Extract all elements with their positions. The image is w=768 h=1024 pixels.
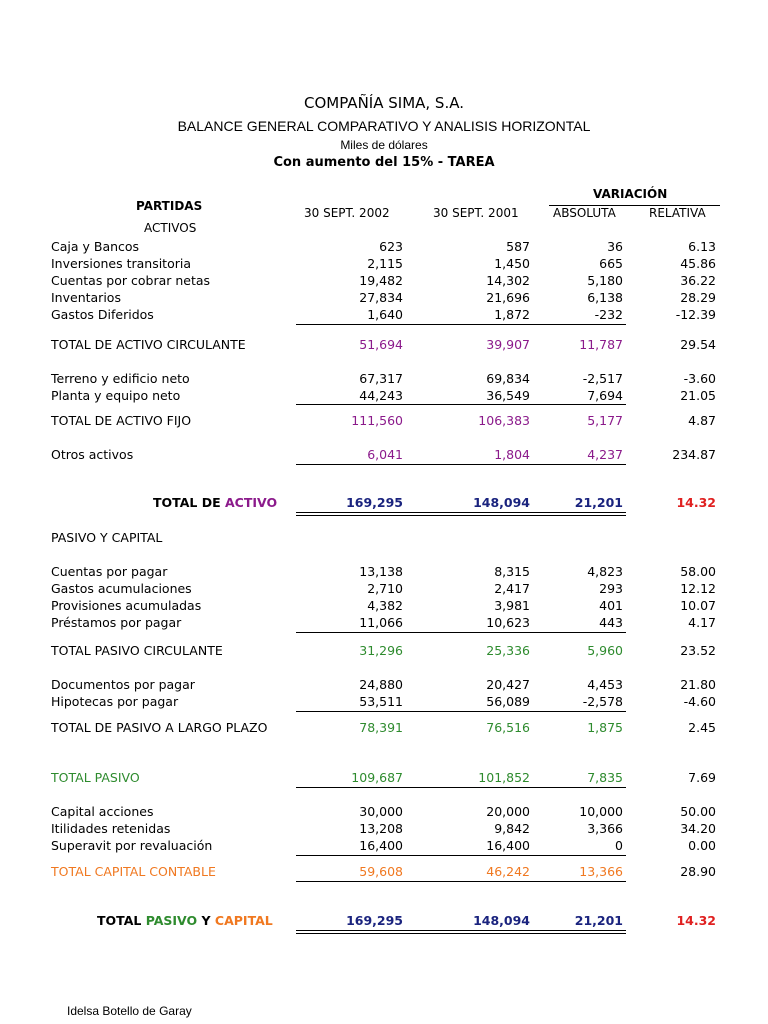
value-2001: 20,000 [486,804,530,819]
value-2001: 1,450 [494,256,530,271]
row-label: TOTAL DE ACTIVO CIRCULANTE [51,337,246,352]
row-label: Inversiones transitoria [51,256,191,271]
subtotal-rule [296,711,626,712]
value-2002: 16,400 [359,838,403,853]
value-2001: 148,094 [473,495,530,510]
company-name: COMPAÑÍA SIMA, S.A. [304,94,464,112]
value-absoluta: 7,835 [587,770,623,785]
table-row [0,580,768,597]
row-label: Otros activos [51,447,134,462]
value-relativa: 4.17 [688,615,716,630]
table-row [0,693,768,710]
value-relativa: 36.22 [680,273,716,288]
value-2001: 16,400 [486,838,530,853]
row-label: Cuentas por pagar [51,564,168,579]
value-2001: 587 [506,239,530,254]
value-2001: 69,834 [486,371,530,386]
grand-total-rule [296,512,626,516]
value-absoluta: 36 [607,239,623,254]
grand-total-rule [296,930,626,934]
value-2001: 14,302 [486,273,530,288]
value-relativa: -3.60 [683,371,716,386]
table-row-total [0,336,768,353]
col-relativa: RELATIVA [649,206,706,220]
table-row-total [0,863,768,880]
value-absoluta: 4,453 [587,677,623,692]
table-row-total [0,769,768,786]
value-relativa: 34.20 [680,821,716,836]
value-2001: 2,417 [494,581,530,596]
value-relativa: 28.90 [680,864,716,879]
row-label: Cuentas por cobrar netas [51,273,211,288]
value-absoluta: 3,366 [587,821,623,836]
row-label-highlight: ACTIVO [224,495,278,510]
row-label: TOTAL PASIVO CIRCULANTE [51,643,223,658]
row-label [153,494,277,511]
value-relativa: -4.60 [683,694,716,709]
subtotal-rule [296,632,626,633]
value-2001: 1,804 [494,447,530,462]
value-2002: 13,208 [359,821,403,836]
row-label: Terreno y edificio neto [51,371,190,386]
table-row [0,255,768,272]
row-label: TOTAL DE PASIVO A LARGO PLAZO [51,720,268,735]
value-2002: 31,296 [359,643,403,658]
value-relativa: 23.52 [680,643,716,658]
value-2002: 109,687 [351,770,403,785]
value-2002: 111,560 [351,413,403,428]
row-label: TOTAL CAPITAL CONTABLE [51,864,216,879]
value-2001: 106,383 [478,413,530,428]
value-2002: 6,041 [367,447,403,462]
value-2002: 169,295 [346,495,403,510]
table-row [0,272,768,289]
value-2002: 30,000 [359,804,403,819]
row-label: Hipotecas por pagar [51,694,179,709]
value-absoluta: 4,823 [587,564,623,579]
value-relativa: 7.69 [688,770,716,785]
value-2001: 9,842 [494,821,530,836]
value-absoluta: -2,578 [582,694,623,709]
value-relativa: 4.87 [688,413,716,428]
value-2001: 148,094 [473,913,530,928]
value-2001: 101,852 [478,770,530,785]
value-2001: 20,427 [486,677,530,692]
row-label: TOTAL PASIVO [51,770,140,785]
value-2002: 51,694 [359,337,403,352]
value-relativa: 45.86 [680,256,716,271]
value-relativa: 234.87 [672,447,716,462]
value-absoluta: 1,875 [587,720,623,735]
value-relativa: 12.12 [680,581,716,596]
value-absoluta: 0 [615,838,623,853]
subtotal-rule [296,464,626,465]
value-2002: 13,138 [359,564,403,579]
report-note: Con aumento del 15% - TAREA [273,155,495,170]
value-2001: 76,516 [486,720,530,735]
value-2002: 4,382 [367,598,403,613]
row-label: Superavit por revaluación [51,838,213,853]
table-row [0,837,768,854]
table-row-total [0,412,768,429]
value-2002: 67,317 [359,371,403,386]
table-row [0,614,768,631]
table-row [0,289,768,306]
value-absoluta: 7,694 [587,388,623,403]
value-2001: 8,315 [494,564,530,579]
value-2002: 27,834 [359,290,403,305]
value-2001: 10,623 [486,615,530,630]
col-absoluta: ABSOLUTA [553,206,616,220]
row-label: PASIVO Y CAPITAL [51,530,163,545]
subtotal-rule [296,855,626,856]
row-label-highlight: PASIVO [145,913,198,928]
author-signature: Idelsa Botello de Garay [67,1004,192,1018]
table-row-grand-total [0,912,768,929]
table-row [0,387,768,404]
table-row [0,803,768,820]
value-2002: 44,243 [359,388,403,403]
value-2001: 39,907 [486,337,530,352]
value-absoluta: 5,960 [587,643,623,658]
table-row [0,370,768,387]
value-absoluta: 21,201 [574,495,623,510]
table-row [0,563,768,580]
value-2002: 1,640 [367,307,403,322]
row-label: Documentos por pagar [51,677,195,692]
value-relativa: 28.29 [680,290,716,305]
table-row [0,306,768,323]
table-row [0,820,768,837]
table-row [0,676,768,693]
value-relativa: 0.00 [688,838,716,853]
value-absoluta: 5,180 [587,273,623,288]
value-2002: 24,880 [359,677,403,692]
row-label: Inventarios [51,290,121,305]
value-2002: 53,511 [359,694,403,709]
value-relativa: 50.00 [680,804,716,819]
table-row [0,446,768,463]
col-partidas: PARTIDAS [136,199,203,213]
value-2001: 56,089 [486,694,530,709]
value-absoluta: 5,177 [587,413,623,428]
value-relativa: 21.80 [680,677,716,692]
value-relativa: 14.32 [676,913,716,928]
value-2002: 2,115 [367,256,403,271]
value-2002: 59,608 [359,864,403,879]
subtotal-rule [296,787,626,788]
value-relativa: 6.13 [688,239,716,254]
value-relativa: 10.07 [680,598,716,613]
value-absoluta: 443 [599,615,623,630]
value-2002: 623 [379,239,403,254]
value-2001: 36,549 [486,388,530,403]
value-2002: 2,710 [367,581,403,596]
value-absoluta: 21,201 [574,913,623,928]
table-row-total [0,642,768,659]
subtotal-rule [296,881,626,882]
value-relativa: -12.39 [675,307,716,322]
value-absoluta: 10,000 [579,804,623,819]
value-2001: 46,242 [486,864,530,879]
value-absoluta: -232 [594,307,623,322]
col-variacion: VARIACIÓN [593,187,668,201]
section-activos: ACTIVOS [144,221,197,235]
table-row-total [0,719,768,736]
table-row [0,597,768,614]
row-label: Provisiones acumuladas [51,598,202,613]
value-absoluta: 401 [599,598,623,613]
value-absoluta: 293 [599,581,623,596]
value-2002: 169,295 [346,913,403,928]
row-label-part: Y [197,913,215,928]
value-2002: 19,482 [359,273,403,288]
row-label: Caja y Bancos [51,239,140,254]
value-absoluta: 6,138 [587,290,623,305]
row-label-part: TOTAL [97,913,146,928]
value-relativa: 21.05 [680,388,716,403]
row-label: Planta y equipo neto [51,388,181,403]
row-label: TOTAL DE ACTIVO FIJO [51,413,192,428]
value-2002: 78,391 [359,720,403,735]
value-absoluta: -2,517 [582,371,623,386]
row-label-highlight: CAPITAL [214,913,273,928]
value-relativa: 14.32 [676,495,716,510]
subtotal-rule [296,404,626,405]
row-label-part: TOTAL DE [153,495,225,510]
value-2001: 3,981 [494,598,530,613]
row-label: Gastos Diferidos [51,307,154,322]
table-row-grand-total [0,494,768,511]
col-2001: 30 SEPT. 2001 [433,206,519,220]
value-relativa: 29.54 [680,337,716,352]
subtotal-rule [296,324,626,325]
value-2002: 11,066 [359,615,403,630]
report-units: Miles de dólares [340,138,428,152]
row-label: Itilidades retenidas [51,821,171,836]
value-absoluta: 665 [599,256,623,271]
value-absoluta: 11,787 [579,337,623,352]
row-label: Gastos acumulaciones [51,581,192,596]
col-2002: 30 SEPT. 2002 [304,206,390,220]
value-2001: 1,872 [494,307,530,322]
report-title: BALANCE GENERAL COMPARATIVO Y ANALISIS HORIZONTAL [177,118,591,134]
row-label: Préstamos por pagar [51,615,182,630]
value-2001: 21,696 [486,290,530,305]
section-heading [0,529,768,546]
table-row [0,238,768,255]
value-relativa: 58.00 [680,564,716,579]
value-absoluta: 4,237 [587,447,623,462]
value-absoluta: 13,366 [579,864,623,879]
row-label: Capital acciones [51,804,154,819]
value-relativa: 2.45 [688,720,716,735]
row-label [97,912,273,929]
value-2001: 25,336 [486,643,530,658]
